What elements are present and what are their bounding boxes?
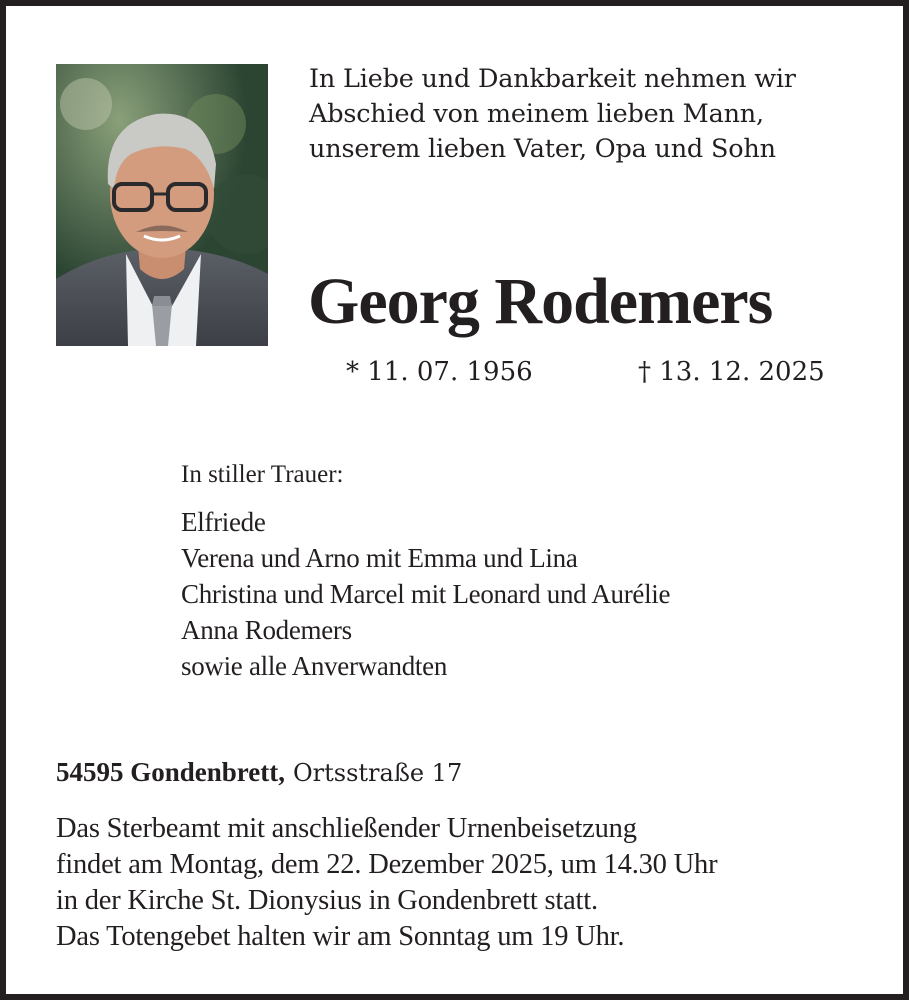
mourner-entry: sowie alle Anverwandten	[181, 651, 448, 681]
mourners-heading: In stiller Trauer:	[181, 461, 344, 488]
service-details	[56, 811, 717, 955]
intro-line: Abschied von meinem lieben Mann,	[309, 99, 764, 129]
mourner-entry: Verena und Arno mit Emma und Lina	[181, 543, 578, 573]
service-line: Das Sterbeamt mit anschließender Urnenbeisetzung	[56, 813, 637, 844]
service-line: Das Totengebet halten wir am Sonntag um 19 Uhr.	[56, 921, 625, 952]
death-date-value: 13. 12. 2025	[659, 357, 825, 387]
address-postal-city: 54595 Gondenbrett,	[56, 757, 286, 787]
intro-line: In Liebe und Dankbarkeit nehmen wir	[309, 64, 796, 94]
mourning-address	[56, 754, 462, 791]
mourner-entry: Elfriede	[181, 507, 266, 537]
portrait-photo	[56, 64, 268, 346]
death-date	[638, 355, 825, 389]
intro-text	[309, 62, 899, 167]
mourner-entry: Christina und Marcel mit Leonard und Aurélie	[181, 579, 671, 609]
service-line: findet am Montag, dem 22. Dezember 2025, um 14.30 Uhr	[56, 849, 718, 880]
mourner-entry: Anna Rodemers	[181, 615, 352, 645]
service-line: in der Kirche St. Dionysius in Gondenbrett statt.	[56, 885, 598, 916]
intro-line: unserem lieben Vater, Opa und Sohn	[309, 134, 776, 164]
portrait-image	[56, 64, 268, 346]
deceased-name: Georg Rodemers	[308, 265, 773, 338]
birth-date	[346, 355, 533, 389]
birth-star-icon: *	[346, 357, 359, 387]
mourners-list	[181, 504, 670, 684]
death-cross-icon: †	[638, 357, 651, 387]
address-street: Ortsstraße 17	[292, 759, 463, 787]
birth-date-value: 11. 07. 1956	[367, 357, 533, 387]
